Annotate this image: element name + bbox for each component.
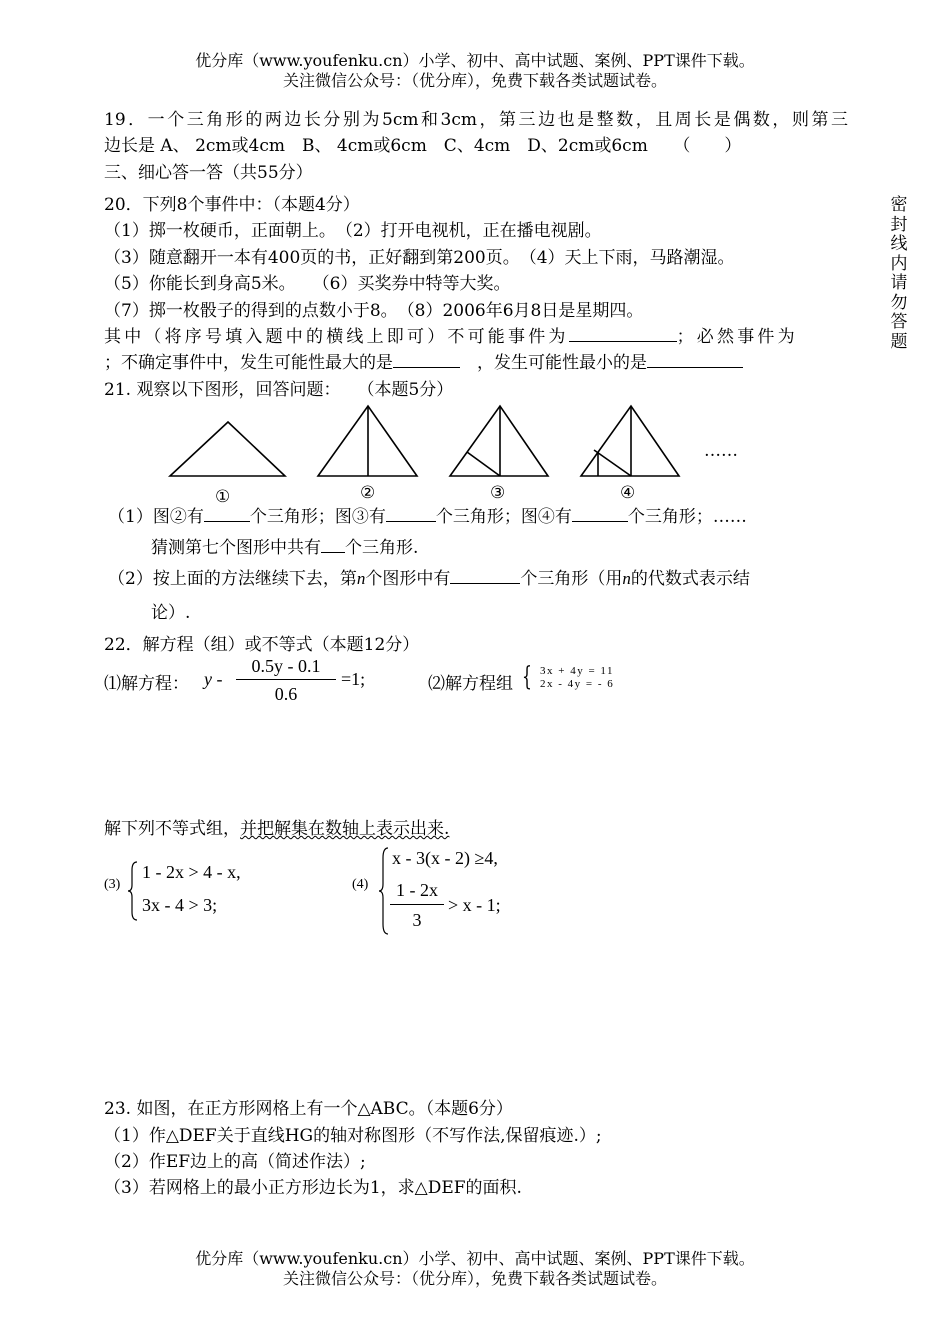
- q20-certain-label: ；必然事件为: [676, 327, 798, 347]
- q19-line-2: 边长是 A、 2cm或4cm B、 4cm或6cm C、4cm D、2cm或6cm （ ）: [104, 136, 742, 156]
- least-likely-blank[interactable]: [647, 351, 743, 368]
- q21-p2-label-c: 个三角形（用: [520, 569, 623, 589]
- q20-title: 20．下列8个事件中：（本题4分）: [104, 195, 360, 215]
- ineq3-label: (3): [104, 877, 121, 892]
- fig2-count-blank[interactable]: [204, 505, 250, 522]
- q21-p1-label-a: （1）图②有: [108, 507, 204, 527]
- q20-events-5-6: （5）你能长到身高5米。 （6）买奖券中特等大奖。: [104, 274, 511, 294]
- figure-label-4: ④: [620, 483, 636, 503]
- variable-n: n: [356, 569, 366, 588]
- fig3-count-blank[interactable]: [386, 505, 436, 522]
- q20-least-likely-label: ，发生可能性最小的是: [477, 353, 647, 373]
- figure-ellipsis: ……: [704, 441, 738, 461]
- ineq3-line-1: 1 - 2x > 4 - x,: [142, 862, 241, 882]
- header-line-1: 优分库（www.youfenku.cn）小学、初中、高中试题、案例、PPT课件下载。: [195, 51, 755, 70]
- ineq3-brace: [127, 860, 139, 922]
- q20-impossible-label: 其中（将序号填入题中的横线上即可）不可能事件为: [104, 327, 569, 347]
- q21-p1-label-d: 个三角形；……: [627, 507, 747, 527]
- ineq4-line-1: x - 3(x - 2) ≥4,: [392, 848, 498, 868]
- ineq4-tail: > x - 1;: [448, 895, 501, 915]
- figure-label-1: ①: [215, 487, 231, 507]
- eq1-denominator: 0.6: [274, 684, 298, 704]
- q21-part-2-end: 论）.: [151, 603, 191, 623]
- seal-line-note: 密封线内请勿答题: [890, 195, 908, 352]
- figure-label-2: ②: [360, 483, 376, 503]
- inequality-intro: [104, 814, 449, 839]
- header-line-2: 关注微信公众号：（优分库），免费下载各类试题试卷。: [282, 71, 667, 90]
- q22-title: 22．解方程（组）或不等式（本题12分）: [104, 635, 420, 655]
- variable-n: n: [622, 569, 631, 588]
- impossible-blank[interactable]: [569, 325, 677, 342]
- eq2-label: ⑵解方程组: [428, 674, 513, 694]
- q19-line-1: 19．一个三角形的两边长分别为5cm和3cm，第三边也是整数，且周长是偶数，则第三: [104, 110, 848, 130]
- q20-events-3-4: （3）随意翻开一本有400页的书，正好翻到第200页。 （4）天上下雨，马路潮湿。: [104, 248, 735, 268]
- q21-part-2-line: [108, 564, 750, 589]
- q21-guess-line: [151, 533, 418, 558]
- q21-p1-label-b: 个三角形；图③有: [249, 507, 386, 527]
- q21-p2-label-d: 的代数式表示结: [630, 569, 750, 589]
- figure-4-triangle: [581, 406, 679, 476]
- figure-label-3: ③: [490, 483, 506, 503]
- q20-most-likely-label: ；不确定事件中，发生可能性最大的是: [104, 353, 393, 373]
- eq1-rhs: =1;: [341, 669, 366, 689]
- footer-line-2: 关注微信公众号：（优分库），免费下载各类试题试卷。: [282, 1269, 667, 1288]
- ineq3-line-2: 3x - 4 > 3;: [142, 895, 218, 915]
- eq2-line-1: 3x + 4y = 11: [540, 665, 614, 677]
- q23-step-2: （2）作EF边上的高（简述作法）;: [104, 1152, 366, 1172]
- ineq4-numerator: 1 - 2x: [396, 880, 438, 900]
- figure-1-triangle: [170, 422, 285, 476]
- q20-question-line-1: [104, 322, 848, 347]
- inequality-intro-b: 并把解集在数轴上表示出来.: [240, 819, 450, 839]
- nth-figure-count-blank[interactable]: [450, 567, 520, 584]
- section-3-title: 三、细心答一答（共55分）: [104, 163, 313, 183]
- eq2-brace: {: [522, 662, 532, 692]
- eq1-label: ⑴解方程：: [104, 674, 189, 694]
- eq1-numerator: 0.5y - 0.1: [251, 656, 321, 676]
- q23-step-3: （3）若网格上的最小正方形边长为1，求△DEF的面积.: [104, 1178, 522, 1198]
- q21-triangle-figures: [160, 400, 780, 505]
- eq1-lhs: y -: [204, 669, 223, 689]
- q21-p2-label-b: 个图形中有: [365, 569, 451, 589]
- q21-p2-label-a: （2）按上面的方法继续下去，第: [108, 569, 357, 589]
- q23-step-1: （1）作△DEF关于直线HG的轴对称图形（不写作法,保留痕迹.）;: [104, 1126, 602, 1146]
- fig4-count-blank[interactable]: [572, 505, 628, 522]
- q21-part-1-line: [108, 502, 747, 527]
- q20-events-1-2: （1）掷一枚硬币，正面朝上。 （2）打开电视机，正在播电视剧。: [104, 221, 602, 241]
- q23-title: 23. 如图，在正方形网格上有一个△ABC。（本题6分）: [104, 1099, 513, 1119]
- q20-events-7-8: （7）掷一枚骰子的得到的点数小于8。 （8）2006年6月8日是星期四。: [104, 301, 644, 321]
- fig7-count-blank[interactable]: [321, 536, 345, 553]
- q21-title: 21. 观察以下图形，回答问题： （本题5分）: [104, 380, 454, 400]
- figure-4-inner-line: [594, 450, 631, 476]
- ineq4-label: (4): [352, 877, 369, 892]
- ineq4-denominator: 3: [412, 910, 422, 930]
- eq2-line-2: 2x - 4y = - 6: [540, 678, 615, 690]
- figure-3-triangle: [450, 406, 548, 476]
- q21-p1-label-f: 个三角形.: [345, 538, 419, 558]
- q21-p1-label-c: 个三角形；图④有: [435, 507, 572, 527]
- eq1-fraction-bar: [236, 679, 336, 680]
- q21-p1-label-e: 猜测第七个图形中共有: [151, 538, 321, 558]
- ineq4-fraction-bar: [390, 904, 444, 905]
- ineq4-brace: [378, 846, 390, 936]
- footer-line-1: 优分库（www.youfenku.cn）小学、初中、高中试题、案例、PPT课件下载。: [195, 1249, 755, 1268]
- q20-question-line-2: [104, 348, 743, 373]
- most-likely-blank[interactable]: [393, 351, 460, 368]
- figure-3-inner-line: [467, 452, 500, 476]
- inequality-intro-a: 解下列不等式组，: [104, 819, 240, 839]
